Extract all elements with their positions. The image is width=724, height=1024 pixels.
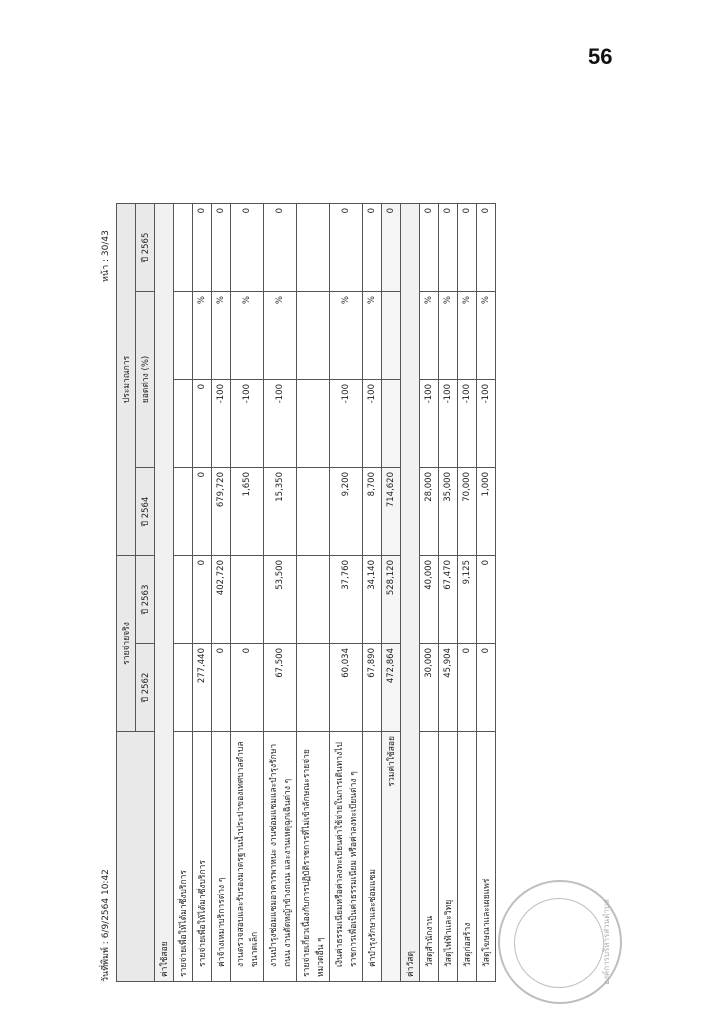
cell-value: 70,000	[458, 468, 477, 556]
cell-value: 40,000	[420, 556, 439, 644]
table-row	[193, 203, 212, 981]
cell-pct-sign: %	[477, 292, 496, 380]
cell-value: 0	[193, 468, 212, 556]
cell-value: 30,000	[420, 644, 439, 732]
cell-value: 0	[264, 203, 297, 291]
cell-value: 67,890	[363, 644, 382, 732]
cell-value: 0	[420, 203, 439, 291]
cell-diff: -100	[477, 380, 496, 468]
col-item	[117, 732, 155, 982]
print-date: วันที่พิมพ์ : 6/9/2564 10:42	[101, 869, 111, 982]
table-row	[212, 203, 231, 981]
cell-value: 53,500	[264, 556, 297, 644]
cell-diff: -100	[231, 380, 264, 468]
row-label: เงินค่าธรรมเนียมหรือค่าลงทะเบียนค่าใช้จ่ายในการเดินทางไปราชการเพื่อเป็นค่าธรรมเนียม หรือค่าลงทะเบียนต่าง ๆ	[330, 732, 363, 982]
cell-pct-sign: %	[330, 292, 363, 380]
cell-value: 67,470	[439, 556, 458, 644]
total-value	[382, 380, 401, 468]
cell-pct-sign: %	[212, 292, 231, 380]
table-row	[174, 203, 193, 981]
cell-diff: 0	[193, 380, 212, 468]
cell-value	[297, 644, 330, 732]
cell-value	[174, 468, 193, 556]
cell-value	[174, 556, 193, 644]
cell-value: 0	[477, 556, 496, 644]
rotated-document	[98, 174, 626, 985]
cell-value	[174, 644, 193, 732]
cell-value	[174, 203, 193, 291]
cell-diff: -100	[264, 380, 297, 468]
row-label: วัสดุสำนักงาน	[420, 732, 439, 982]
row-label: วัสดุไฟฟ้าและวิทยุ	[439, 732, 458, 982]
official-seal	[498, 880, 622, 1004]
page-label: หน้า : 30/43	[101, 230, 111, 282]
cell-value: 67,500	[264, 644, 297, 732]
cell-diff: -100	[330, 380, 363, 468]
cell-value: 0	[458, 203, 477, 291]
cell-value: 8,700	[363, 468, 382, 556]
page-number: 56	[588, 44, 613, 69]
cell-pct-sign: %	[363, 292, 382, 380]
cell-value: 60,034	[330, 644, 363, 732]
cell-value: 35,000	[439, 468, 458, 556]
cell-pct-sign: %	[193, 292, 212, 380]
cell-pct-sign: %	[439, 292, 458, 380]
cell-pct-sign	[174, 292, 193, 380]
row-label: วัสดุโฆษณาและเผยแพร่	[477, 732, 496, 982]
group-actual: รายจ่ายจริง	[117, 556, 136, 732]
cell-diff	[174, 380, 193, 468]
year-2562: ปี 2562	[136, 644, 155, 732]
cell-pct-sign: %	[420, 292, 439, 380]
cell-value: 0	[212, 203, 231, 291]
cell-value: 0	[458, 644, 477, 732]
row-label: รายจ่ายเพื่อให้ได้มาซึ่งบริการ	[174, 732, 193, 982]
cell-value: 0	[330, 203, 363, 291]
table-row	[231, 203, 264, 981]
cell-value: 0	[231, 203, 264, 291]
total-value	[382, 292, 401, 380]
cell-value: 0	[477, 644, 496, 732]
row-label: วัสดุก่อสร้าง	[458, 732, 477, 982]
row-label: ค่าบำรุงรักษาและซ่อมแซม	[363, 732, 382, 982]
row-label: งานบำรุงซ่อมแซมอาคารพาหนะ งานซ่อมแซมและบำรุงรักษาถนน งานตัดหญ้าข้างถนน และงานเหตุฉุกเฉินต่าง ๆ	[264, 732, 297, 982]
cell-diff: -100	[212, 380, 231, 468]
cell-value	[231, 556, 264, 644]
table-row	[458, 203, 477, 981]
cell-value: 402,720	[212, 556, 231, 644]
table-row	[420, 203, 439, 981]
cell-value: 277,440	[193, 644, 212, 732]
cell-value: 0	[477, 203, 496, 291]
table-row	[330, 203, 363, 981]
total-label: รวมค่าใช้สอย	[382, 732, 401, 982]
cell-diff: -100	[439, 380, 458, 468]
cell-value: 0	[231, 644, 264, 732]
total-value: 472,864	[382, 644, 401, 732]
cell-value: 0	[193, 203, 212, 291]
total-value: 714,620	[382, 468, 401, 556]
cell-value: 9,200	[330, 468, 363, 556]
total-value: 528,120	[382, 556, 401, 644]
cell-value	[297, 203, 330, 291]
cell-diff: -100	[363, 380, 382, 468]
table-row	[477, 203, 496, 981]
year-2564: ปี 2564	[136, 468, 155, 556]
group-estimate: ประมาณการ	[117, 203, 136, 555]
cell-diff	[297, 380, 330, 468]
cell-value: 1,650	[231, 468, 264, 556]
row-label: รายจ่ายเพื่อให้ได้มาซึ่งบริการ	[193, 732, 212, 982]
cell-diff: -100	[420, 380, 439, 468]
row-label: งานตรวจสอบและรับรองมาตรฐานน้ำประปาของเทศบาลตำบลขนาดเล็ก	[231, 732, 264, 982]
seal-text: องค์การบริหารส่วนตำบล	[602, 899, 611, 985]
cell-value: 34,140	[363, 556, 382, 644]
cell-value: 0	[212, 644, 231, 732]
cell-value: 45,904	[439, 644, 458, 732]
cell-value: 679,720	[212, 468, 231, 556]
diff-pct: ยอดต่าง (%)	[136, 292, 155, 468]
cell-diff: -100	[458, 380, 477, 468]
table-row	[439, 203, 458, 981]
table-row	[363, 203, 382, 981]
cell-pct-sign	[297, 292, 330, 380]
total-value: 0	[382, 203, 401, 291]
section2-title: ค่าวัสดุ	[401, 203, 420, 981]
section-title: ค่าใช้สอย	[155, 203, 174, 981]
cell-value: 9,125	[458, 556, 477, 644]
table-row	[264, 203, 297, 981]
cell-value: 15,350	[264, 468, 297, 556]
cell-value: 37,760	[330, 556, 363, 644]
cell-value	[297, 556, 330, 644]
total-row	[382, 203, 401, 981]
row-label: รายจ่ายเกี่ยวเนื่องกับการปฏิบัติราชการที่ไม่เข้าลักษณะรายจ่ายหมวดอื่น ๆ	[297, 732, 330, 982]
cell-value: 1,000	[477, 468, 496, 556]
cell-pct-sign: %	[458, 292, 477, 380]
cell-value	[297, 468, 330, 556]
table-row	[297, 203, 330, 981]
cell-value: 0	[363, 203, 382, 291]
cell-value: 0	[439, 203, 458, 291]
cell-pct-sign: %	[264, 292, 297, 380]
year-2563: ปี 2563	[136, 556, 155, 644]
row-label: ค่าจ้างเหมาบริการต่าง ๆ	[212, 732, 231, 982]
cell-value: 28,000	[420, 468, 439, 556]
year-2565: ปี 2565	[136, 203, 155, 291]
budget-table	[116, 203, 496, 982]
cell-value: 0	[193, 556, 212, 644]
cell-pct-sign: %	[231, 292, 264, 380]
